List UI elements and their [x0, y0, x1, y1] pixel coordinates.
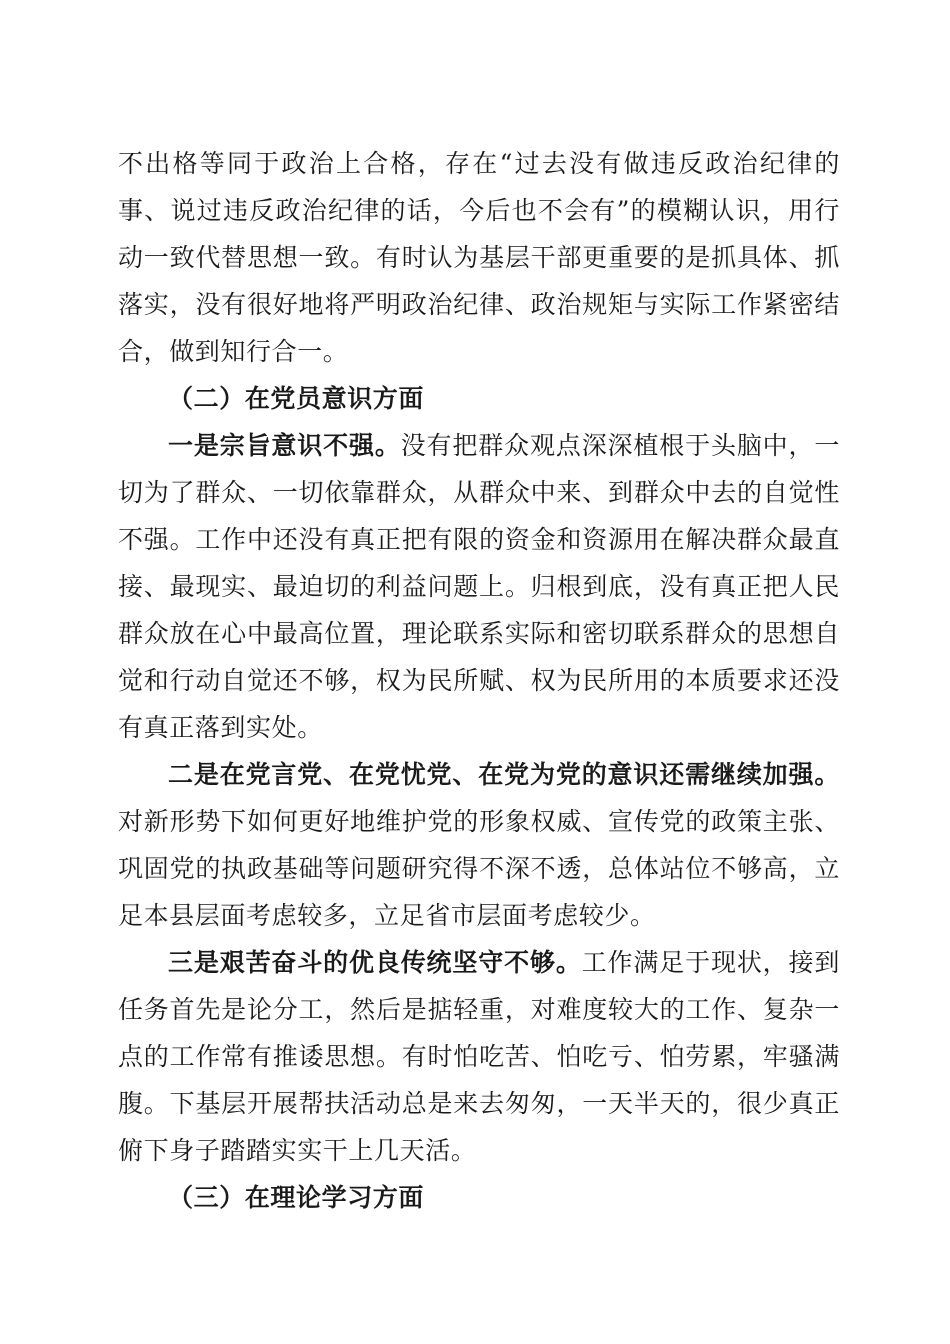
paragraph-hard-work-tradition	[118, 939, 840, 1174]
paragraph-lead: 一是宗旨意识不强。	[168, 431, 401, 460]
section-heading-party-awareness: （二）在党员意识方面	[168, 384, 425, 413]
document-body	[118, 140, 840, 1221]
paragraph-purpose-awareness	[118, 422, 840, 751]
paragraph-text: 工作满足于现状，接到任务首先是论分工，然后是掂轻重，对难度较大的工作、复杂一点的工作常有推诿思想。有时怕吃苦、怕吃亏、怕劳累，牢骚满腹。下基层开展帮扶活动总是来去匆匆，一天半天的，很少真正俯下身子踏踏实实干上几天活。	[118, 948, 840, 1165]
paragraph-lead: 二是在党言党、在党忧党、在党为党的意识还需继续加强。	[168, 760, 840, 789]
section-heading-theory-study: （三）在理论学习方面	[168, 1183, 425, 1212]
paragraph-lead: 三是艰苦奋斗的优良传统坚守不够。	[168, 948, 582, 977]
paragraph-political-discipline	[118, 140, 840, 375]
paragraph-party-consciousness	[118, 751, 840, 939]
paragraph-text: 没有把群众观点深深植根于头脑中，一切为了群众、一切依靠群众，从群众中来、到群众中去的自觉性不强。工作中还没有真正把有限的资金和资源用在解决群众最直接、最现实、最迫切的利益问题上。归根到底，没有真正把人民群众放在心中最高位置，理论联系实际和密切联系群众的思想自觉和行动自觉还不够，权为民所赋、权为民所用的本质要求还没有真正落到实处。	[118, 431, 840, 742]
paragraph-text: 不出格等同于政治上合格，存在“过去没有做违反政治纪律的事、说过违反政治纪律的话，今后也不会有”的模糊认识，用行动一致代替思想一致。有时认为基层干部更重要的是抓具体、抓落实，没有很好地将严明政治纪律、政治规矩与实际工作紧密结合，做到知行合一。	[118, 149, 840, 366]
paragraph-text: 对新形势下如何更好地维护党的形象权威、宣传党的政策主张、巩固党的执政基础等问题研究得不深不透，总体站位不够高，立足本县层面考虑较多，立足省市层面考虑较少。	[118, 807, 840, 930]
